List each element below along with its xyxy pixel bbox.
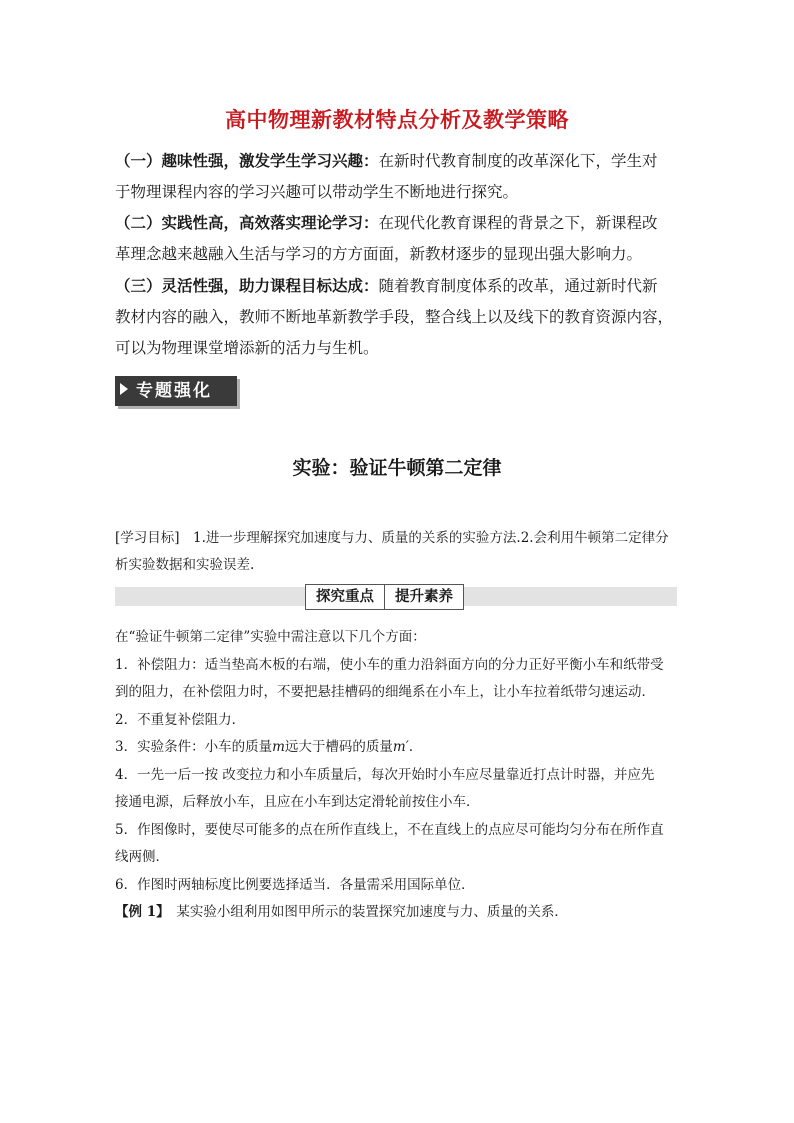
list-item [115, 734, 680, 762]
list-item: 线两侧． [115, 849, 169, 865]
feature-paragraph-2 [115, 207, 685, 270]
feature-text: 于物理课程内容的学习兴趣可以带动学生不断地进行探究。 [115, 183, 519, 201]
math-variable: m′ [392, 739, 409, 755]
list-item: 1．补偿阻力：适当垫高木板的右端，使小车的重力沿斜面方向的分力正好平衡小车和纸带受 [115, 656, 664, 673]
intro-text: 在“验证牛顿第二定律”实验中需注意以下几个方面： [115, 629, 426, 645]
feature-heading: （二）实践性高，高效落实理论学习： [115, 213, 379, 232]
feature-heading: （一）趣味性强，激发学生学习兴趣： [115, 151, 379, 170]
example-text: 某实验小组利用如图甲所示的装置探究加速度与力、质量的关系． [162, 904, 568, 920]
page-title: 高中物理新教材特点分析及教学策略 [225, 108, 569, 132]
example-label: 【例 1】 [115, 904, 163, 920]
objectives-line: [学习目标] 1.进一步理解探究加速度与力、质量的关系的实验方法.2.会利用牛顿第二定律分 [115, 530, 669, 546]
list-item: 接通电源，后释放小车，且应在小车到达定滑轮前按住小车． [115, 794, 480, 810]
example-line [115, 899, 680, 927]
feature-text: 革理念越来越融入生活与学习的方方面面，新教材逐步的显现出强大影响力。 [115, 245, 643, 263]
feature-text: 随着教育制度体系的改革，通过新时代新 [378, 277, 658, 295]
math-variable: m [272, 739, 285, 755]
play-arrow-icon [120, 383, 128, 395]
list-item-text: 远大于槽码的质量 [284, 739, 393, 755]
notes-list [115, 624, 680, 927]
list-item-text: . [408, 739, 414, 755]
feature-text: 在新时代教育制度的改革深化下，学生对 [378, 152, 658, 170]
list-item: 6．作图时两轴标度比例要选择适当．各量需采用国际单位． [115, 876, 475, 893]
list-item: 到的阻力，在补偿阻力时，不要把悬挂槽码的细绳系在小车上，让小车拉着纸带匀速运动． [115, 684, 655, 700]
section-title: 实验：验证牛顿第二定律 [292, 457, 502, 479]
feature-paragraph-3 [115, 270, 685, 364]
feature-text: 可以为物理课堂增添新的活力与生机。 [115, 339, 379, 357]
feature-paragraph-1 [115, 145, 685, 208]
feature-text: 教材内容的融入，教师不断地革新教学手段，整合线上以及线下的教育资源内容， [115, 308, 674, 326]
list-item: 2．不重复补偿阻力． [115, 711, 246, 728]
topic-banner [115, 376, 237, 406]
banner-label: 专题强化 [136, 381, 212, 401]
list-item-text: 3．实验条件：小车的质量 [115, 739, 273, 755]
list-item: 5．作图像时，要使尽可能多的点在所作直线上，不在直线上的点应尽可能均匀分布在所作直 [115, 821, 664, 838]
learning-objectives [115, 525, 680, 579]
section-label-box [305, 584, 464, 610]
objectives-line: 析实验数据和实验误差. [115, 557, 255, 573]
feature-text: 在现代化教育课程的背景之下，新课程改 [378, 214, 658, 232]
section-label-right: 提升素养 [384, 585, 463, 609]
section-label-left: 探究重点 [316, 589, 374, 605]
feature-heading: （三）灵活性强，助力课程目标达成： [115, 276, 379, 295]
list-item: 4．一先一后一按 改变拉力和小车质量后，每次开始时小车应尽量靠近打点计时器，并应先 [115, 766, 655, 783]
